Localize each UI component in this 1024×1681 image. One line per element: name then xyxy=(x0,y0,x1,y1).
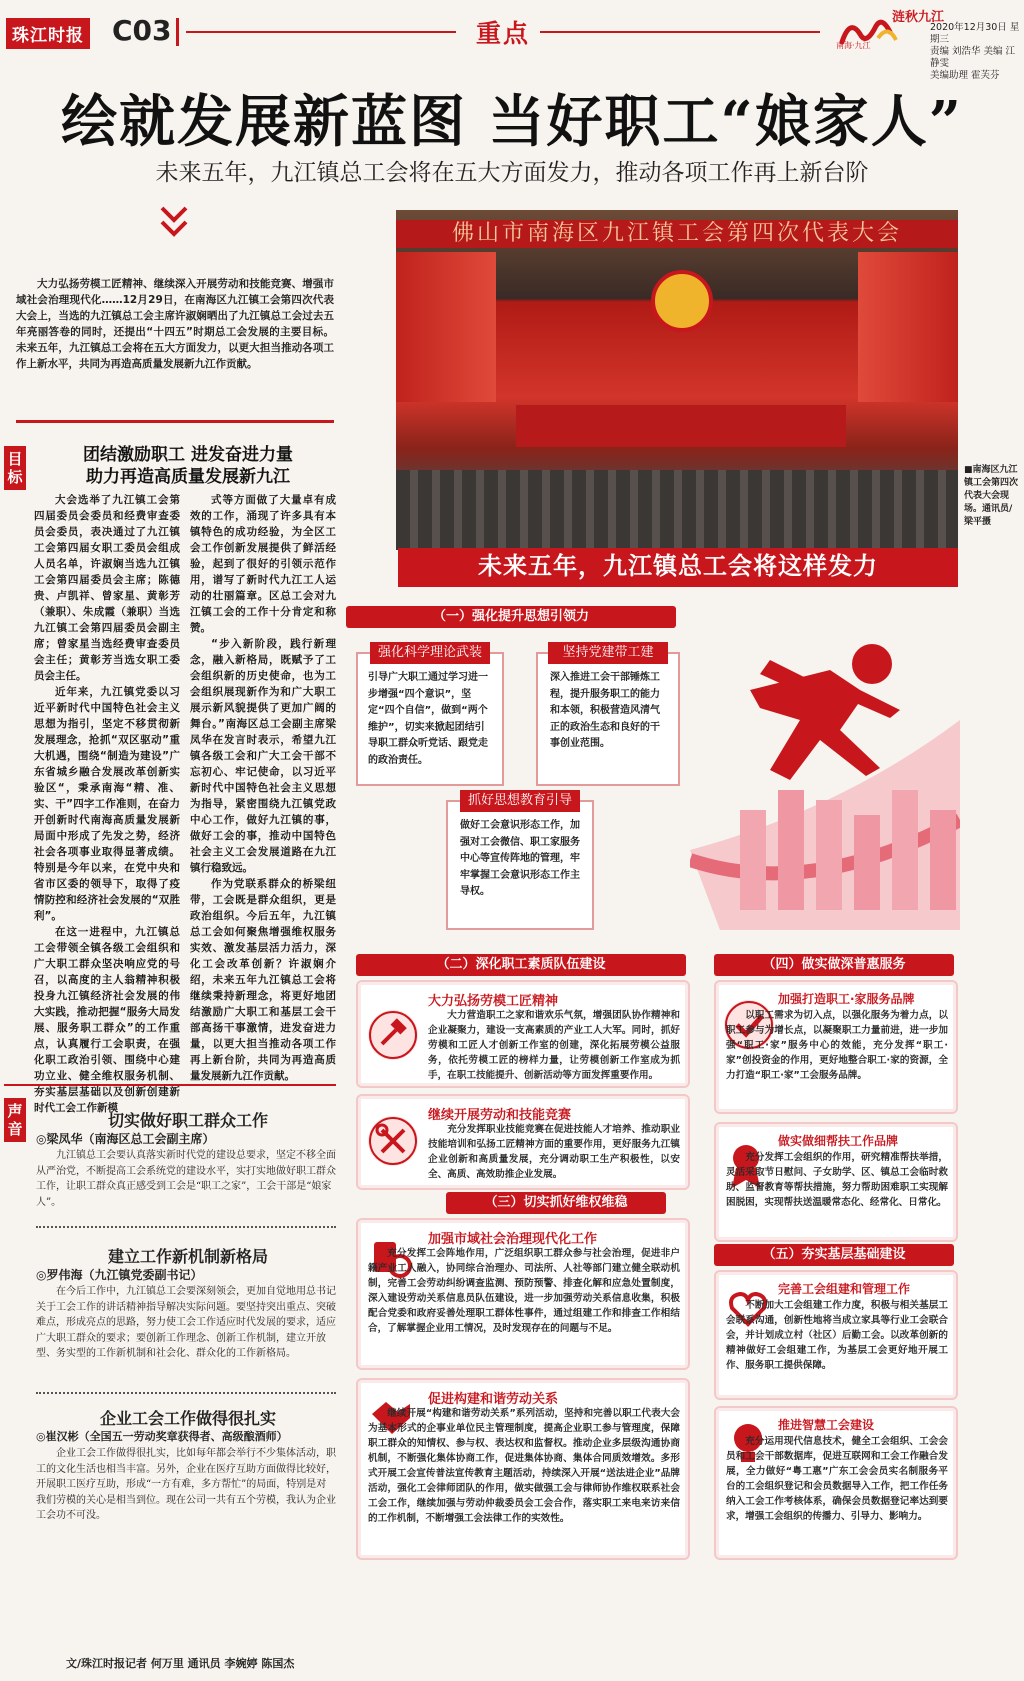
hex-card-title: 坚持党建带工建 xyxy=(548,642,668,664)
hex-card-text: 做好工会意识形态工作，加强对工会微信、职工家服务中心等宣传阵地的管理，牢牢掌握工会意识形态工作主导权。 xyxy=(460,820,580,897)
page-number: C03 xyxy=(112,14,172,47)
voice-text: 企业工会工作做得很扎实，比如每年都会举行不少集体活动，职工的文化生活也相当丰富。另外，企业在医疗互助方面做得比较好，开展职工医疗互助，形成“一方有难，多方帮忙”的局面，特别是对我们劳模的关心是相当到位。现在公司一共有五个劳模，我认为企业工会功不可没。 xyxy=(36,1448,336,1521)
card-title: 大力弘扬劳模工匠精神 xyxy=(428,994,559,1009)
card-text: 大力营造职工之家和谐欢乐气氛，增强团队协作精神和企业凝聚力，建设一支高素质的产业工人大军。同时，抓好劳模和工匠人才创新工作室的创建，深化拓展劳模公益服务，依托劳模工匠的榜样力量，让劳模创新工作室成为抓手，在职工技能提升、创新活动等方面发挥重要作用。 xyxy=(428,1010,680,1081)
conference-photo xyxy=(396,210,958,550)
card-text: 继续开展“构建和谐劳动关系”系列活动，坚持和完善以职工代表大会为基本形式的企事业单位民主管理制度，提高企业职工参与管理度，保障职工群众的知情权、参与权、表达权和监督权。推动企业多层级沟通协商机制，不断强化集体协商工作，促进集体协商、集体合同质效增效。多形式开展工会宣传普法宣传教育主题活动，持续深入开展“送法进企业”品牌活动，强化工会律师团队的作用，做实做强工会与律师协作维权联系社会工会工作，继续加强与劳动仲裁委员会工会合作，落实职工来电来访来信的工作机制，不断增强工会法律工作的实效性。 xyxy=(368,1408,680,1524)
voice-heading: 建立工作新机制新格局 xyxy=(107,1247,268,1266)
target-column-2 xyxy=(190,492,336,1084)
brand-title: 涟秋九江 xyxy=(892,10,945,25)
hex-card-text: 深入推进工会干部锤炼工程，提升服务职工的能力和本领，积极营造风清气正的政治生态和良好的干事创业范围。 xyxy=(550,672,660,749)
card-labor-relations xyxy=(356,1378,690,1560)
card-title: 做实做细帮扶工作品牌 xyxy=(778,1134,899,1148)
card-text: 充分发挥工会阵地作用，广泛组织职工群众参与社会治理，促进非户籍产业工人融入，协同综合治理办、司法所、人社等部门建立健全联动机制，完善工会劳动纠纷调查监测、预防预警、排查化解和应急处置制度，深入建设劳动关系信息员队伍建设，进一步加强劳动关系信息收集，积极配合党委和政府妥善处理职工群体性事件，通过组建工作和排查工作相结合，了解掌握企业用工情况，及时发现存在的问题与不足。 xyxy=(368,1248,680,1334)
target-paragraph: 在这一进程中，九江镇总工会带领全镇各级工会组织和广大职工群众坚决响应党的号召，以高度的主人翁精神积极投身九江镇经济社会发展的伟大实践，推动把握“服务大局发展、服务职工群众”的工作重点，认真履行工会职责，在强化职工政治引领、围绕中心建功立业、健全维权服务机制、夯实基层基础以及创新创建新时代工会工作新模 xyxy=(34,926,180,1114)
hex-card-title: 强化科学理论武装 xyxy=(370,642,490,664)
card-smart-union xyxy=(714,1406,958,1560)
card-text: 以职工需求为切入点，以强化服务为着力点，以职工参与为增长点，以凝聚职工力量前进，进一步加强“职工·家”服务中心的效能，充分发挥“职工·家”创投资金的作用，更好地整合职工·家的资源，全力打造“职工·家”工会服务品牌。 xyxy=(726,1010,948,1081)
header-rule-right xyxy=(540,31,820,33)
runner-bar-illustration xyxy=(690,600,960,930)
card-union-building xyxy=(714,1270,958,1400)
tools-icon xyxy=(368,1116,418,1166)
section-3-title: （三）切实抓好维权维稳 xyxy=(446,1192,666,1214)
voice-speaker: ◎梁凤华（南海区总工会副主席） xyxy=(36,1132,215,1146)
union-emblem-icon xyxy=(651,270,713,332)
voice-text: 在今后工作中，九江镇总工会要深刻领会，更加自觉地用总书记关于工会工作的讲话精神指导解决实际问题。要坚持突出重点、突破难点，形成亮点的思路，努力使工会工作适应时代发展的要求，适应广大职工群众的要求；要创新工作理念、创新工作机制，建立开放型、务实型的工作新机制和社会化、群众化的工作新格局。 xyxy=(36,1286,336,1359)
issue-assistant: 美编助理 霍芙芬 xyxy=(930,70,1000,81)
sub-headline: 未来五年，九江镇总工会将在五大方面发力，推动各项工作再上新台阶 xyxy=(155,160,869,186)
card-craftsman-spirit xyxy=(356,980,690,1088)
voice-heading: 切实做好职工群众工作 xyxy=(107,1111,268,1130)
card-title: 完善工会组建和管理工作 xyxy=(778,1282,911,1296)
card-title: 加强打造职工·家服务品牌 xyxy=(778,992,915,1006)
card-worker-home xyxy=(714,980,958,1114)
voice-divider xyxy=(36,1392,336,1394)
section-4-title: （四）做实做深普惠服务 xyxy=(714,954,954,976)
card-social-governance xyxy=(356,1218,690,1370)
card-text: 充分发挥工会组织的作用，研究精准帮扶举措，灵活采取节日慰问、子女助学、区、镇总工会临时救助、监督教育等帮扶措施，努力帮助困难职工实现解困脱困，实现帮扶送温暖常态化、经常化、日常化。 xyxy=(726,1152,948,1208)
flag-right xyxy=(858,252,958,402)
header-divider xyxy=(176,18,179,46)
card-skill-competition xyxy=(356,1094,690,1190)
hex-card-text: 引导广大职工通过学习进一步增强“四个意识”，坚定“四个自信”，做到“两个维护”，切实来掀起团结引导职工群众听党话、跟党走的政治责任。 xyxy=(368,672,488,766)
target-paragraph: “步入新阶段，践行新理念，融入新格局，既赋予了工会组织新的历史使命，也为工会组织展现新作为和广大职工展示新风貌提供了更加广阔的舞台。”南海区总工会副主席梁凤华在发言时表示，希望九江镇各级工会和广大工会干部不忘初心、牢记使命，以习近平新时代中国特色社会主义思想为指导，紧密围绕九江镇党政中心工作，做好九江镇的事，做好工会的事，推动中国特色社会主义工会发展道路在九江镇行稳致远。 xyxy=(190,638,336,874)
byline: 文/珠江时报记者 何万里 通讯员 李婉婷 陈国杰 xyxy=(66,1657,295,1670)
newspaper-logo: 珠江时报 xyxy=(6,18,90,49)
flag-left xyxy=(396,252,496,402)
audience xyxy=(396,470,958,550)
plan-banner: 未来五年，九江镇总工会将这样发力 xyxy=(398,548,958,584)
issue-info xyxy=(930,22,1022,82)
voice-speaker: ◎罗伟海（九江镇党委副书记） xyxy=(36,1268,203,1282)
issue-editors: 责编 刘浩华 美编 江静雯 xyxy=(930,46,1016,69)
photo-banner: 佛山市南海区九江镇工会第四次代表大会 xyxy=(396,220,958,248)
card-title: 加强市域社会治理现代化工作 xyxy=(428,1232,598,1247)
podium-table xyxy=(516,405,846,447)
voice-speaker: ◎崔汉彬（全国五一劳动奖章获得者、高级酿酒师） xyxy=(36,1430,288,1443)
voice-text: 九江镇总工会要认真落实新时代党的建设总要求，坚定不移全面从严治党，不断提高工会系统党的建设水平，实打实地做好职工群众工作，让职工群众真正感受到工会是“职工之家”，工会干部是“娘家人”。 xyxy=(36,1150,336,1208)
section-label: 重点 xyxy=(476,19,531,48)
brand-subtitle: 南海·九江 xyxy=(836,41,871,50)
target-heading-2: 助力再造高质量发展新九江 xyxy=(86,467,290,487)
intro-rule xyxy=(16,420,334,423)
hex-card-title: 抓好思想教育引导 xyxy=(460,790,580,812)
hex-card-party xyxy=(536,645,680,786)
main-headline: 绘就发展新蓝图 当好职工“娘家人” xyxy=(61,89,963,155)
voice-heading: 企业工会工作做得很扎实 xyxy=(99,1409,276,1428)
voices-rule xyxy=(4,1084,336,1086)
voice-divider xyxy=(36,1226,336,1228)
chevron-down-icon xyxy=(160,206,188,240)
target-heading-1: 团结激励职工 进发奋进力量 xyxy=(83,445,293,465)
tag-target: 目标 xyxy=(4,446,26,490)
card-text: 不断加大工会组建工作力度，积极与相关基层工会联系沟通，创新性地将当成立家具等行业工会联合会，并计划成立村（社区）后勤工会。以改革创新的精神做好工会组建工作，为基层工会更好地开展工作、服务职工提供保障。 xyxy=(726,1300,948,1371)
hex-card-education xyxy=(446,793,594,930)
tag-voices: 声音 xyxy=(4,1098,26,1142)
hex-card-theory xyxy=(356,645,504,786)
target-paragraph: 近年来，九江镇党委以习近平新时代中国特色社会主义思想为指引，坚定不移贯彻新发展理念，抢抓“双区驱动”重大机遇，围绕“制造为建设”广东省城乡融合发展改革创新实验区“，秉承南海“精、准、实、干”四字工作准则，在奋力开创新时代南海高质量发展新局面中形成了先发之势，经济社会各项事业取得显著成绩。特别是今年以来，在党中央和省市区委的领导下，取得了疫情防控和经济社会发展的“双胜利”。 xyxy=(34,686,180,922)
target-column-1 xyxy=(34,492,180,1116)
target-paragraph: 作为党联系群众的桥梁纽带，工会既是群众组织，更是政治组织。今后五年，九江镇总工会如何聚焦增强维权服务实效、激发基层活力活力，深化工会改革创新？许淑娴介绍，未来五年九江镇总工会将继续秉持新理念，将更好地团结激励广大职工和基层工会干部高扬干事激情，进发奋进力量，以更大担当推动各项工作再上新台阶，共同为再造高质量发展新九江作贡献。 xyxy=(190,878,336,1082)
target-paragraph: 大会选举了九江镇工会第四届委员会委员和经费审查委员会委员，表决通过了九江镇工会第四届女职工委员会组成人员名单，许淑娴当选九江镇工会第四届委员会主席；陈德贵、卢凯祥、曾家星、黄彰芳（兼职）、朱成霞（兼职）当选九江镇工会第四届委员会副主席；曾家星当选经费审查委员会主任；黄彰芳当选女职工委员会主任。 xyxy=(34,494,180,682)
header-rule-left xyxy=(186,31,456,33)
card-text: 充分运用现代信息技术，健全工会组织、工会会员和工会干部数据库，促进互联网和工会工作融合发展，全力做好“粤工惠”广东工会会员实名制服务平台的工会组织登记和会员数据导入工作，把工作任务纳入工会工作考核体系，确保会员数据登记率达到要求，增强工会组织的传播力、引导力、影响力。 xyxy=(726,1436,948,1522)
section-2-title: （二）深化职工素质队伍建设 xyxy=(356,954,686,976)
section-1-title: （一）强化提升思想引领力 xyxy=(346,606,676,628)
card-text: 充分发挥职业技能竞赛在促进技能人才培养、推动职业技能培训和弘扬工匠精神方面的重要作用，更好服务九江镇企业创新和高质量发展，充分调动职工生产积极性，以安全、高质、高效助推企业发展。 xyxy=(428,1124,680,1180)
section-5-title: （五）夯实基层基础建设 xyxy=(714,1244,954,1266)
card-title: 推进智慧工会建设 xyxy=(778,1418,875,1432)
photo-caption: ■南海区九江镇工会第四次代表大会现场。通讯员/梁平摄 xyxy=(964,465,1019,527)
card-assistance xyxy=(714,1122,958,1242)
card-title: 继续开展劳动和技能竞赛 xyxy=(428,1108,572,1123)
hammer-icon xyxy=(368,1010,418,1060)
plan-banner-rule xyxy=(398,584,958,587)
card-title: 促进构建和谐劳动关系 xyxy=(428,1392,559,1407)
target-paragraph: 式等方面做了大量卓有成效的工作，涌现了许多具有本镇特色的成功经验，为全区工会工作创新发展提供了鲜活经验，起到了很好的引领示范作用，谱写了新时代九江工人运动的壮丽篇章。区总工会对九江镇工会的工作十分肯定和称赞。 xyxy=(190,494,336,634)
intro-paragraph: 大力弘扬劳模工匠精神、继续深入开展劳动和技能竞赛、增强市域社会治理现代化……12月29日，在南海区九江镇工会第四次代表大会上，当选的九江镇总工会主席许淑娴晒出了九江镇总工会过去五年亮丽答卷的同时，还提出“十四五”时期总工会发展的主要目标。未来五年，九江镇总工会将在五大方面发力，以更大担当推动各项工作上新水平，共同为再造高质量发展新九江作贡献。 xyxy=(16,278,334,370)
issue-date: 2020年12月30日 星期三 xyxy=(930,22,1020,45)
